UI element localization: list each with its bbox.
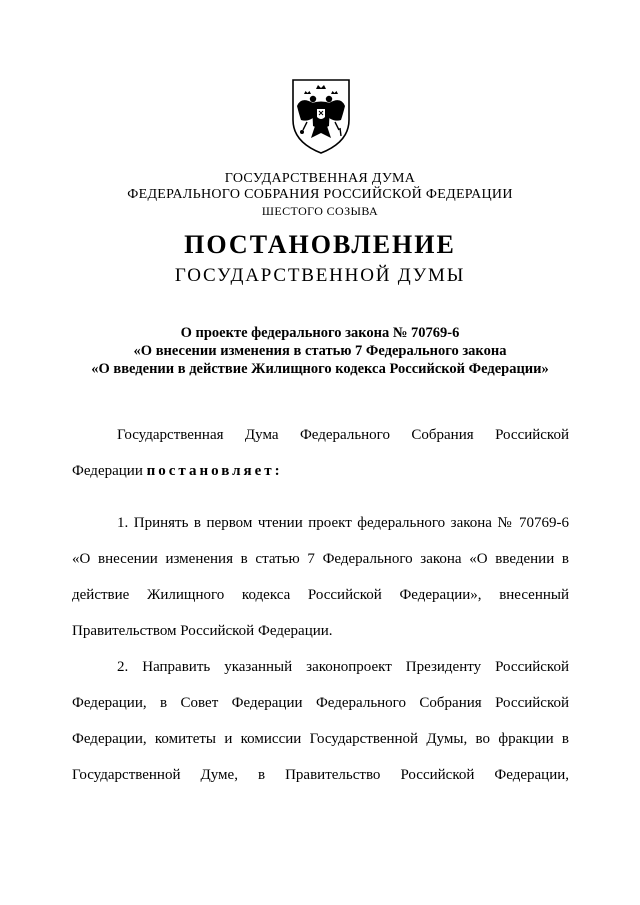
item1-line-2: «О внесении изменения в статью 7 Федерального закона «О введении в — [72, 551, 569, 567]
preamble-line-1: Государственная Дума Федерального Собрания Российской — [117, 427, 569, 443]
item2-line-1: 2. Направить указанный законопроект Президенту Российской — [117, 659, 569, 675]
item2-line-3: Федерации, комитеты и комиссии Государственной Думы, во фракции в — [72, 731, 569, 747]
russian-coat-of-arms-icon — [289, 76, 353, 156]
preamble-verb: постановляет: — [146, 463, 283, 479]
header-line-convocation: ШЕСТОГО СОЗЫВА — [261, 204, 379, 218]
item2-line-4: Государственной Думе, в Правительство Российской Федерации, — [72, 767, 569, 783]
title-line-2: «О внесении изменения в статью 7 Федерального закона — [133, 343, 507, 359]
item1-line-1: 1. Принять в первом чтении проект федерального закона № 70769-6 — [117, 515, 569, 531]
title-line-1: О проекте федерального закона № 70769-6 — [180, 325, 460, 341]
header-line-federal-assembly: ФЕДЕРАЛЬНОГО СОБРАНИЯ РОССИЙСКОЙ ФЕДЕРАЦИИ — [127, 187, 513, 202]
document-issuer-heading: ГОСУДАРСТВЕННОЙ ДУМЫ — [174, 265, 466, 286]
document-type-heading: ПОСТАНОВЛЕНИЕ — [184, 230, 456, 259]
item2-line-2: Федерации, в Совет Федерации Федерального Собрания Российской — [72, 695, 569, 711]
item1-line-3: действие Жилищного кодекса Российской Федерации», внесенный — [72, 587, 569, 603]
preamble-line-2 — [72, 454, 569, 490]
title-line-3: «О введении в действие Жилищного кодекса Российской Федерации» — [91, 361, 549, 377]
item1-line-4: Правительством Российской Федерации. — [72, 623, 333, 639]
header-line-duma: ГОСУДАРСТВЕННАЯ ДУМА — [224, 171, 416, 186]
preamble-subject: Федерации — [72, 463, 143, 479]
